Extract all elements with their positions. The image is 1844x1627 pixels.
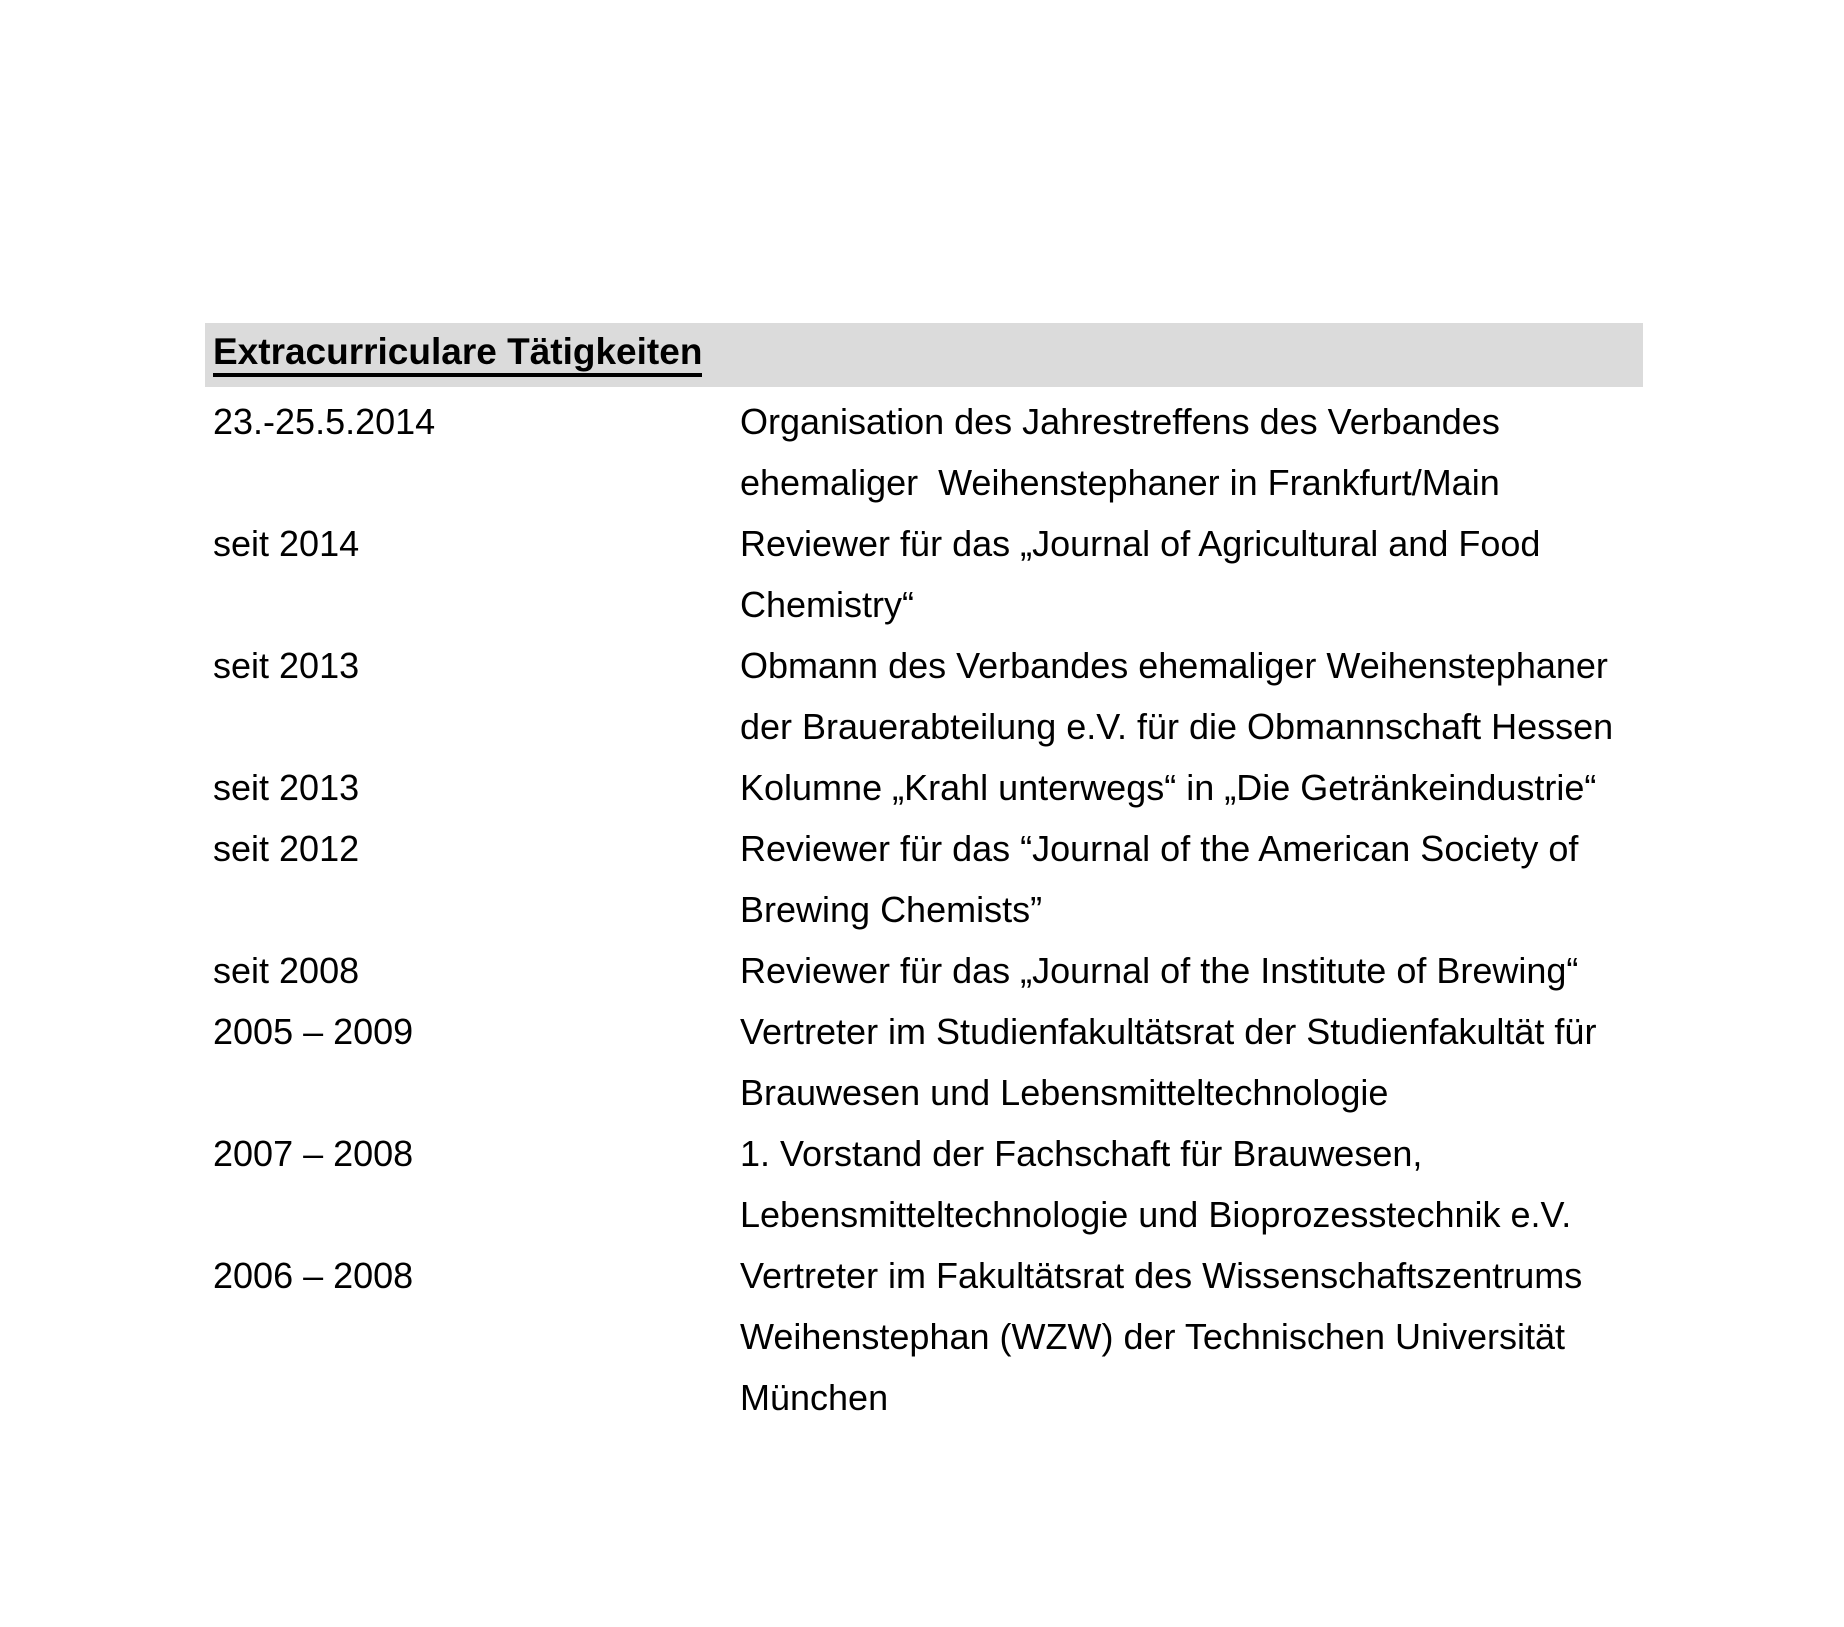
entry-description — [740, 940, 1643, 1001]
entry-description-line: Reviewer für das „Journal of Agricultural and Food — [740, 523, 1541, 564]
entry-date: seit 2012 — [213, 828, 360, 869]
entry-date: seit 2013 — [213, 767, 360, 808]
entry-description — [740, 757, 1643, 818]
entry-row — [213, 1123, 1643, 1245]
section-heading-bar — [205, 323, 1643, 387]
entry-row — [213, 1245, 1643, 1428]
section-heading: Extracurriculare Tätigkeiten — [213, 333, 702, 377]
entry-description-line: Reviewer für das „Journal of the Institute of Brewing“ — [740, 950, 1579, 991]
entry-date: 2006 – 2008 — [213, 1255, 414, 1296]
entry-description-line: München — [740, 1377, 889, 1418]
entry-row — [213, 513, 1643, 635]
document-page — [205, 323, 1643, 1428]
entry-date: 2007 – 2008 — [213, 1133, 414, 1174]
entry-description — [740, 635, 1643, 757]
entries-list — [205, 387, 1643, 1428]
entry-description-line: ehemaliger Weihenstephaner in Frankfurt/Main — [740, 462, 1500, 503]
entry-row — [213, 635, 1643, 757]
entry-description-line: Chemistry“ — [740, 584, 915, 625]
entry-description-line: Obmann des Verbandes ehemaliger Weihenstephaner — [740, 645, 1608, 686]
entry-date: 2005 – 2009 — [213, 1011, 414, 1052]
entry-description-line: Brewing Chemists” — [740, 889, 1043, 930]
entry-description-line: Organisation des Jahrestreffens des Verbandes — [740, 401, 1500, 442]
entry-date: seit 2013 — [213, 645, 360, 686]
entry-description-line: der Brauerabteilung e.V. für die Obmannschaft Hessen — [740, 706, 1614, 747]
entry-row — [213, 940, 1643, 1001]
entry-description-line: 1. Vorstand der Fachschaft für Brauwesen, — [740, 1133, 1423, 1174]
entry-description-line: Weihenstephan (WZW) der Technischen Universität — [740, 1316, 1566, 1357]
entry-description-line: Vertreter im Studienfakultätsrat der Studienfakultät für — [740, 1011, 1597, 1052]
entry-date: seit 2014 — [213, 523, 360, 564]
entry-description — [740, 1001, 1643, 1123]
entry-description-line: Reviewer für das “Journal of the American Society of — [740, 828, 1579, 869]
entry-description — [740, 1123, 1643, 1245]
entry-description — [740, 1245, 1643, 1428]
entry-description-line: Vertreter im Fakultätsrat des Wissenschaftszentrums — [740, 1255, 1583, 1296]
entry-description — [740, 818, 1643, 940]
entry-date: seit 2008 — [213, 950, 360, 991]
entry-row — [213, 1001, 1643, 1123]
entry-description-line: Lebensmitteltechnologie und Bioprozesstechnik e.V. — [740, 1194, 1572, 1235]
entry-row — [213, 757, 1643, 818]
entry-description — [740, 513, 1643, 635]
entry-date: 23.-25.5.2014 — [213, 401, 436, 442]
entry-row — [213, 818, 1643, 940]
entry-description — [740, 391, 1643, 513]
entry-description-line: Brauwesen und Lebensmitteltechnologie — [740, 1072, 1389, 1113]
entry-description-line: Kolumne „Krahl unterwegs“ in „Die Getränkeindustrie“ — [740, 767, 1597, 808]
entry-row — [213, 391, 1643, 513]
